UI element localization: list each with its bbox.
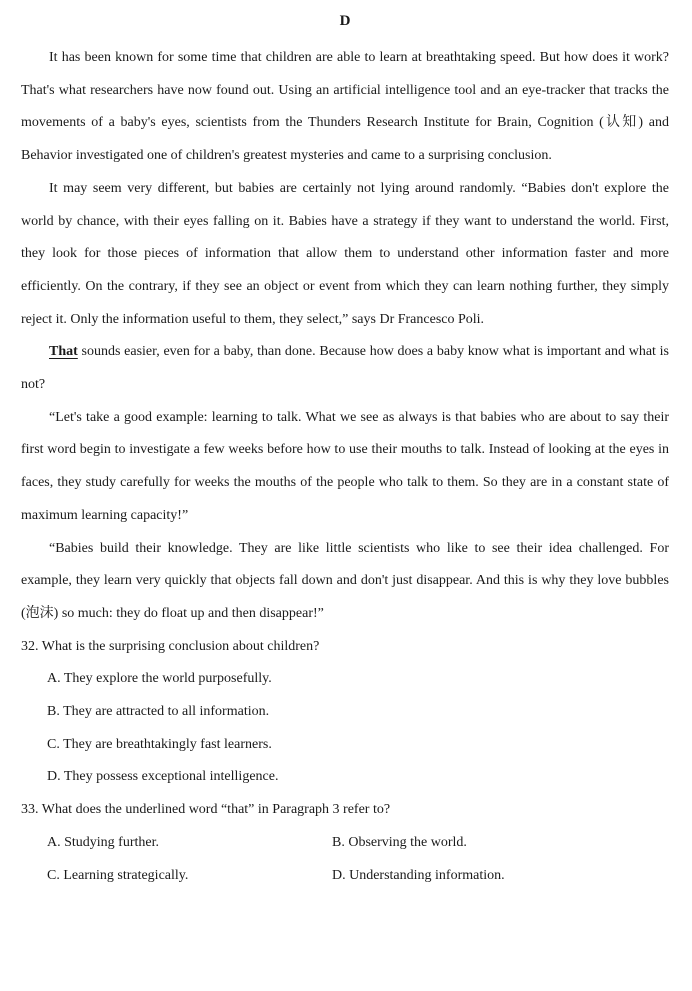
passage-paragraph-4: “Let's take a good example: learning to talk. What we see as always is that babies who are about to say their first word begin to investigate a few weeks before how to use their mouths to talk. Instead of looking at the eyes in faces, they study carefully for weeks the mouths of the people who talk to them. So they are in a constant state of maximum learning capacity!” <box>21 409 669 523</box>
passage-paragraph-5: “Babies build their knowledge. They are like little scientists who like to see their idea challenged. For example, they learn very quickly that objects fall down and don't just disappear. And this is why they love bubbles (泡沫) so much: they do float up and then disappear!” <box>21 540 669 621</box>
question-33-option-a: A. Studying further. <box>47 834 159 850</box>
question-32-option-c: C. They are breathtakingly fast learners. <box>47 736 272 752</box>
exam-page <box>21 10 669 892</box>
question-32-option-a: A. They explore the world purposefully. <box>47 671 272 687</box>
question-32-option-b: B. They are attracted to all information. <box>47 704 270 720</box>
question-33-option-b: B. Observing the world. <box>332 834 467 850</box>
passage-paragraph-3 <box>21 336 669 401</box>
question-33-stem: 33. What does the underlined word “that” in Paragraph 3 refer to? <box>21 802 391 818</box>
passage-paragraph-2: It may seem very different, but babies are certainly not lying around randomly. “Babies don't explore the world by chance, with their eyes falling on it. Babies have a strategy if they want to understand the world. First, they look for those pieces of information that allow them to understand other information faster and more efficiently. On the contrary, if they see an object or event from which they can learn nothing further, they simply reject it. Only the information useful to them, they select,” says Dr Francesco Poli. <box>21 180 669 327</box>
section-title: D <box>339 13 351 29</box>
passage-paragraph-3-rest: sounds easier, even for a baby, than done. Because how does a baby know what is important and what is not? <box>21 344 669 393</box>
question-32-option-d: D. They possess exceptional intelligence. <box>47 769 279 785</box>
question-32-options <box>21 663 669 794</box>
question-33-options <box>21 827 669 892</box>
question-32-stem: 32. What is the surprising conclusion about children? <box>21 638 320 654</box>
question-33-option-d: D. Understanding information. <box>332 867 505 883</box>
underlined-word-that: That <box>49 344 78 360</box>
question-33-option-c: C. Learning strategically. <box>47 867 189 883</box>
passage-paragraph-1: It has been known for some time that children are able to learn at breathtaking speed. But how does it work? That's what researchers have now found out. Using an artificial intelligence tool and an eye-tracker that tracks the movements of a baby's eyes, scientists from the Thunders Research Institute for Brain, Cognition (认知) and Behavior investigated one of children's greatest mysteries and came to a surprising conclusion. <box>21 50 669 164</box>
